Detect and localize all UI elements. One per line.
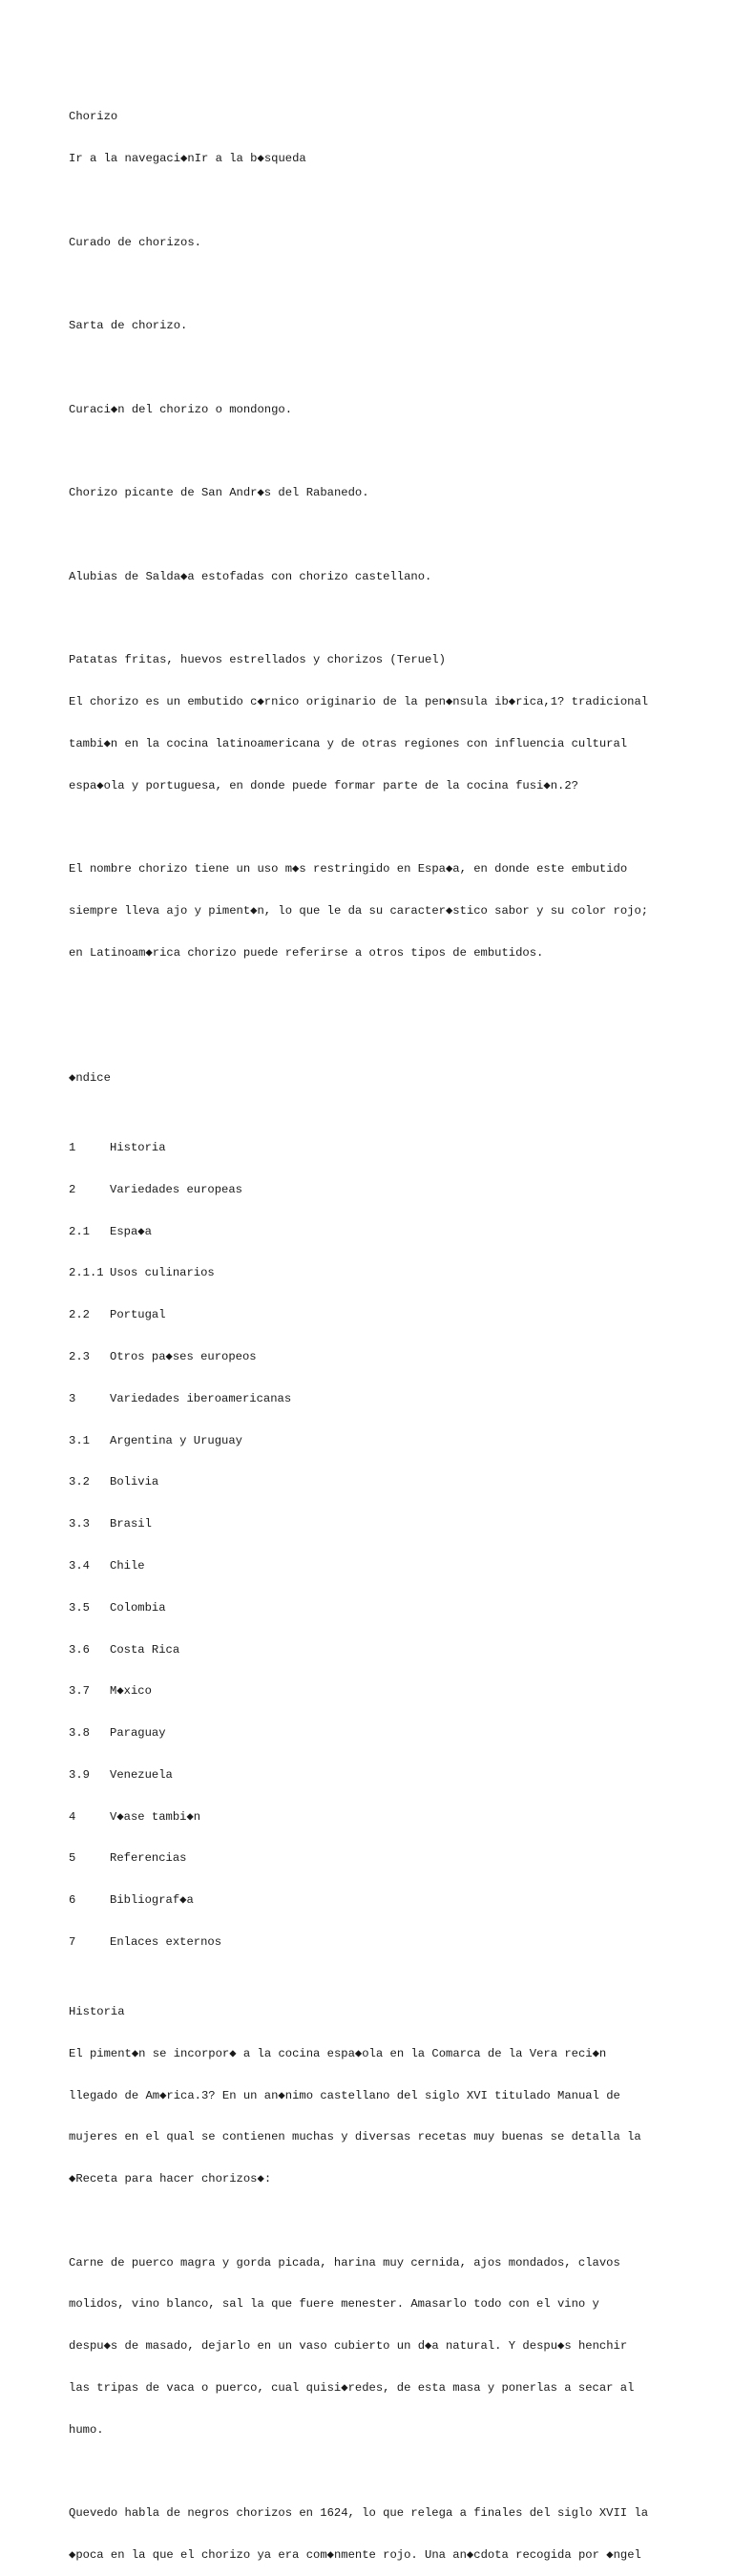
- toc-item[interactable]: [69, 1768, 680, 1783]
- toc-number: 4: [69, 1809, 76, 1824]
- history-paragraph-line: mujeres en el qual se contienen muchas y diversas recetas muy buenas se detalla la: [69, 2130, 641, 2144]
- toc-item[interactable]: [69, 1517, 680, 1531]
- toc-label: V◆ase tambi◆n: [110, 1809, 201, 1824]
- toc-item[interactable]: [69, 1810, 680, 1825]
- spacer: [69, 2214, 680, 2228]
- toc-label: Costa Rica: [110, 1642, 180, 1657]
- recipe-paragraph-line: las tripas de vaca o puerco, cual quisi◆redes, de esta masa y ponerlas a secar al: [69, 2380, 635, 2395]
- toc-item[interactable]: [69, 1392, 680, 1406]
- intro-paragraph-line: tambi◆n en la cocina latinoamericana y de otras regiones con influencia cultural: [69, 736, 628, 750]
- toc-label: M◆xico: [110, 1684, 152, 1699]
- toc-item[interactable]: [69, 1935, 680, 1950]
- toc-label: Otros pa◆ses europeos: [110, 1350, 257, 1364]
- toc-label: Bolivia: [110, 1475, 159, 1489]
- toc-item[interactable]: [69, 1225, 680, 1239]
- toc-label: Usos culinarios: [110, 1266, 215, 1280]
- toc-label: Argentina y Uruguay: [110, 1433, 242, 1447]
- toc-number: 3.2: [69, 1475, 90, 1489]
- toc-number: 3.4: [69, 1558, 90, 1573]
- toc-number: 5: [69, 1851, 76, 1866]
- toc-number: 1: [69, 1141, 76, 1155]
- image-caption: Chorizo picante de San Andr◆s del Rabanedo.: [69, 486, 369, 500]
- toc-number: 2.1.1: [69, 1266, 104, 1280]
- toc-number: 6: [69, 1893, 76, 1908]
- toc-item[interactable]: [69, 1726, 680, 1741]
- image-caption: Sarta de chorizo.: [69, 319, 188, 333]
- spacer: [69, 2465, 680, 2480]
- spacer: [69, 277, 680, 291]
- toc-number: 2.2: [69, 1308, 90, 1322]
- toc-item[interactable]: [69, 1141, 680, 1155]
- toc-number: 2.3: [69, 1350, 90, 1364]
- toc-label: Paraguay: [110, 1726, 166, 1741]
- toc-number: 3.6: [69, 1642, 90, 1657]
- toc-item[interactable]: [69, 1601, 680, 1615]
- spacer: [69, 988, 680, 1003]
- spacer: [69, 444, 680, 458]
- intro-paragraph-line: espa◆ola y portuguesa, en donde puede formar parte de la cocina fusi◆n.2?: [69, 778, 578, 792]
- image-caption: Curado de chorizos.: [69, 235, 201, 249]
- toc-number: 7: [69, 1934, 76, 1949]
- toc-label: Espa◆a: [110, 1224, 152, 1238]
- toc-number: 2: [69, 1182, 76, 1196]
- toc-item[interactable]: [69, 1183, 680, 1197]
- toc-label: Colombia: [110, 1600, 166, 1615]
- toc-number: 2.1: [69, 1224, 90, 1238]
- spacer: [69, 361, 680, 375]
- section-heading-historia: Historia: [69, 2004, 125, 2018]
- recipe-paragraph-line: molidos, vino blanco, sal la que fuere menester. Amasarlo todo con el vino y: [69, 2297, 599, 2312]
- toc-label: Historia: [110, 1141, 166, 1155]
- intro-paragraph-line: El chorizo es un embutido c◆rnico originario de la pen◆nsula ib◆rica,1? tradicional: [69, 695, 649, 709]
- image-caption: Curaci◆n del chorizo o mondongo.: [69, 402, 293, 416]
- history-paragraph-line: ◆Receta para hacer chorizos◆:: [69, 2172, 272, 2186]
- toc-item[interactable]: [69, 1559, 680, 1573]
- quevedo-paragraph-line: ◆poca en la que el chorizo ya era com◆nmente rojo. Una an◆cdota recogida por ◆ngel: [69, 2548, 641, 2563]
- toc-heading: ◆ndice: [69, 1071, 111, 1086]
- toc-number: 3.1: [69, 1433, 90, 1447]
- toc-label: Portugal: [110, 1308, 166, 1322]
- toc-number: 3: [69, 1391, 76, 1405]
- toc-label: Referencias: [110, 1851, 187, 1866]
- toc-item[interactable]: [69, 1308, 680, 1322]
- image-caption: Alubias de Salda◆a estofadas con chorizo castellano.: [69, 569, 432, 583]
- toc-label: Chile: [110, 1558, 145, 1573]
- spacer: [69, 820, 680, 834]
- toc-item[interactable]: [69, 1350, 680, 1364]
- toc-label: Variedades europeas: [110, 1182, 242, 1196]
- toc-label: Bibliograf◆a: [110, 1893, 194, 1908]
- image-caption: Patatas fritas, huevos estrellados y chorizos (Teruel): [69, 653, 446, 667]
- toc-item[interactable]: [69, 1434, 680, 1448]
- recipe-paragraph-line: humo.: [69, 2422, 104, 2437]
- toc-label: Venezuela: [110, 1767, 173, 1782]
- toc-label: Brasil: [110, 1517, 152, 1531]
- table-of-contents: [69, 1113, 680, 1977]
- recipe-paragraph-line: Carne de puerco magra y gorda picada, harina muy cernida, ajos mondados, clavos: [69, 2255, 620, 2270]
- toc-item[interactable]: [69, 1893, 680, 1908]
- spacer: [69, 528, 680, 542]
- history-paragraph-line: llegado de Am◆rica.3? En un an◆nimo castellano del siglo XVI titulado Manual de: [69, 2088, 620, 2102]
- history-paragraph-line: El piment◆n se incorpor◆ a la cocina espa◆ola en la Comarca de la Vera reci◆n: [69, 2046, 607, 2060]
- document-body: [69, 82, 680, 2576]
- toc-item[interactable]: [69, 1643, 680, 1658]
- toc-number: 3.7: [69, 1684, 90, 1699]
- toc-item[interactable]: [69, 1851, 680, 1866]
- toc-number: 3.8: [69, 1726, 90, 1741]
- toc-label: Enlaces externos: [110, 1934, 222, 1949]
- definition-paragraph-line: El nombre chorizo tiene un uso m◆s restringido en Espa◆a, en donde este embutido: [69, 862, 628, 876]
- toc-item[interactable]: [69, 1266, 680, 1280]
- toc-item[interactable]: [69, 1475, 680, 1489]
- definition-paragraph-line: en Latinoam◆rica chorizo puede referirse a otros tipos de embutidos.: [69, 945, 544, 960]
- navigation-links-text: Ir a la navegaci◆nIr a la b◆squeda: [69, 151, 306, 165]
- toc-item[interactable]: [69, 1684, 680, 1699]
- toc-number: 3.5: [69, 1600, 90, 1615]
- spacer: [69, 612, 680, 626]
- toc-label: Variedades iberoamericanas: [110, 1391, 292, 1405]
- recipe-paragraph-line: despu◆s de masado, dejarlo en un vaso cubierto un d◆a natural. Y despu◆s henchir: [69, 2339, 628, 2354]
- quevedo-paragraph-line: Quevedo habla de negros chorizos en 1624, lo que relega a finales del siglo XVII la: [69, 2506, 649, 2521]
- document-title: Chorizo: [69, 110, 118, 124]
- spacer: [69, 1029, 680, 1044]
- toc-number: 3.9: [69, 1767, 90, 1782]
- definition-paragraph-line: siempre lleva ajo y piment◆n, lo que le da su caracter◆stico sabor y su color rojo;: [69, 904, 649, 918]
- toc-number: 3.3: [69, 1517, 90, 1531]
- spacer: [69, 194, 680, 208]
